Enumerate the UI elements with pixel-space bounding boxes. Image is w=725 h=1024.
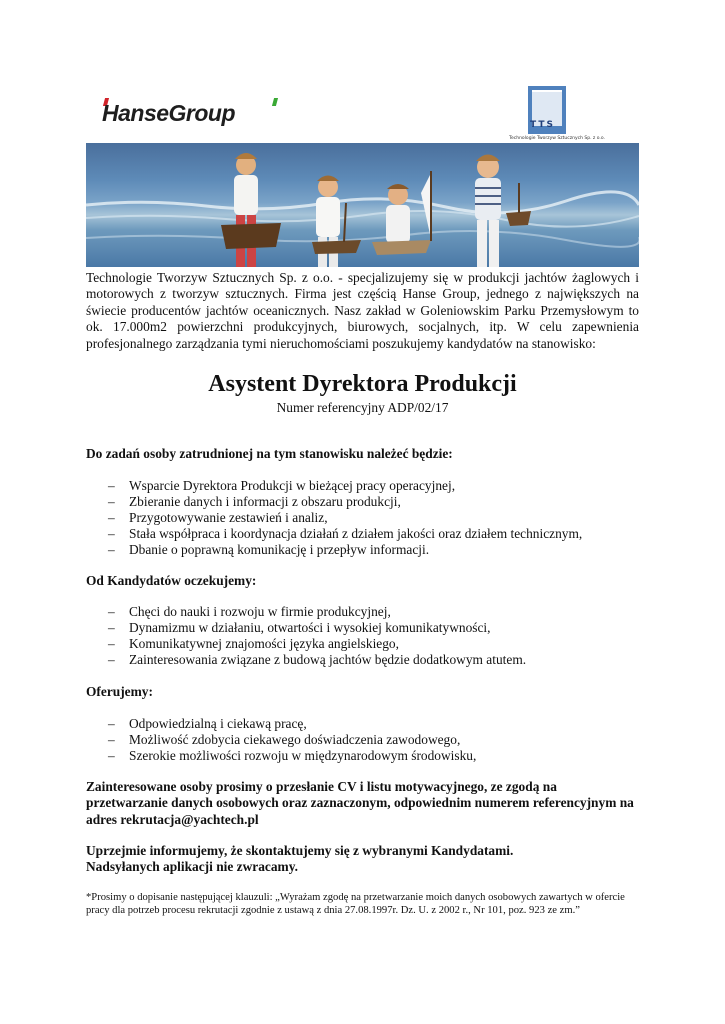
offer-text: Odpowiedzialną i ciekawą pracę, <box>129 716 307 731</box>
list-item <box>86 652 526 668</box>
company-intro: Technologie Tworzyw Sztucznych Sp. z o.o. - specjalizujemy się w produkcji jachtów żaglowych i motorowych z tworzyw sztucznych. Firma jest częścią Hanse Group, jednego z największych na świecie producentów jachtów oceanicznych. Nasz zakład w Goleniowskim Parku Przemysłowym to ok. 17.000m2 powierzchni produkcyjnych, biurowych, socjalnych, itp. W celu zapewnienia profesjonalnego zarządzania tymi nieruchomościami poszukujemy kandydatów na stanowisko: <box>86 270 639 351</box>
dash-bullet: – <box>108 542 115 557</box>
offer-heading: Oferujemy: <box>86 684 153 699</box>
offer-list <box>86 716 476 764</box>
tts-logo <box>509 86 629 146</box>
list-item <box>86 748 476 764</box>
duty-text: Przygotowywanie zestawień i analiz, <box>129 510 328 525</box>
dash-bullet: – <box>108 748 115 763</box>
list-item <box>86 620 526 636</box>
application-instructions: Zainteresowane osoby prosimy o przesłanie CV i listu motywacyjnego, ze zgodą na przetwarzanie danych osobowych oraz zaznaczonym, odpowiednim numerem referencyjnym na adres rekrutacja@yachtech.pl <box>86 779 634 827</box>
expectations-list <box>86 604 526 668</box>
data-consent-footnote: *Prosimy o dopisanie następującej klauzuli: „Wyrażam zgodę na przetwarzanie moich danych osobowych zawartych w ofercie pracy dla potrzeb procesu rekrutacji zgodnie z ustawą z dnia 27.08.1997r. Dz. U. z 2002 r., Nr 101, poz. 923 ze zm.” <box>86 892 625 916</box>
dash-bullet: – <box>108 478 115 493</box>
header-photo <box>86 143 639 267</box>
list-item <box>86 716 476 732</box>
hansegroup-logo <box>102 96 286 130</box>
list-item <box>86 510 582 526</box>
expectation-text: Komunikatywnej znajomości języka angielskiego, <box>129 636 399 651</box>
list-item <box>86 636 526 652</box>
tts-logo-letters: TTS <box>530 120 555 130</box>
expectations-heading: Od Kandydatów oczekujemy: <box>86 573 257 588</box>
reference-number: Numer referencyjny ADP/02/17 <box>276 400 449 415</box>
duties-list <box>86 478 582 558</box>
contact-notice <box>86 843 639 876</box>
expectation-text: Chęci do nauki i rozwoju w firmie produkcyjnej, <box>129 604 391 619</box>
list-item <box>86 494 582 510</box>
job-title: Asystent Dyrektora Produkcji <box>208 371 517 397</box>
duties-heading: Do zadań osoby zatrudnionej na tym stanowisku należeć będzie: <box>86 446 453 461</box>
dash-bullet: – <box>108 604 115 619</box>
dash-bullet: – <box>108 652 115 667</box>
notice-line-2: Nadsyłanych aplikacji nie zwracamy. <box>86 859 299 875</box>
dash-bullet: – <box>108 526 115 541</box>
duty-text: Zbieranie danych i informacji z obszaru produkcji, <box>129 494 401 509</box>
hansegroup-logo-text: HanseGroup <box>102 100 236 126</box>
offer-text: Szerokie możliwości rozwoju w międzynarodowym środowisku, <box>129 748 477 763</box>
children-with-boats-illustration <box>86 143 639 267</box>
dash-bullet: – <box>108 636 115 651</box>
dash-bullet: – <box>108 510 115 525</box>
tts-logo-subtitle: Technologie Tworzyw Sztucznych Sp. z o.o. <box>509 136 605 141</box>
offer-text: Możliwość zdobycia ciekawego doświadczenia zawodowego, <box>129 732 461 747</box>
duty-text: Dbanie o poprawną komunikację i przepływ informacji. <box>129 542 430 557</box>
list-item <box>86 604 526 620</box>
logo-green-accent <box>272 98 278 106</box>
dash-bullet: – <box>108 494 115 509</box>
list-item <box>86 526 582 542</box>
expectation-text: Dynamizmu w działaniu, otwartości i wysokiej komunikatywności, <box>129 620 491 635</box>
list-item <box>86 542 582 558</box>
notice-line-1: Uprzejmie informujemy, że skontaktujemy się z wybranymi Kandydatami. <box>86 843 514 858</box>
expectation-text: Zainteresowania związane z budową jachtów będzie dodatkowym atutem. <box>129 652 527 667</box>
list-item <box>86 478 582 494</box>
duty-text: Wsparcie Dyrektora Produkcji w bieżącej pracy operacyjnej, <box>129 478 456 493</box>
list-item <box>86 732 476 748</box>
dash-bullet: – <box>108 716 115 731</box>
dash-bullet: – <box>108 732 115 747</box>
dash-bullet: – <box>108 620 115 635</box>
duty-text: Stała współpraca i koordynacja działań z działem jakości oraz działem technicznym, <box>129 526 583 541</box>
